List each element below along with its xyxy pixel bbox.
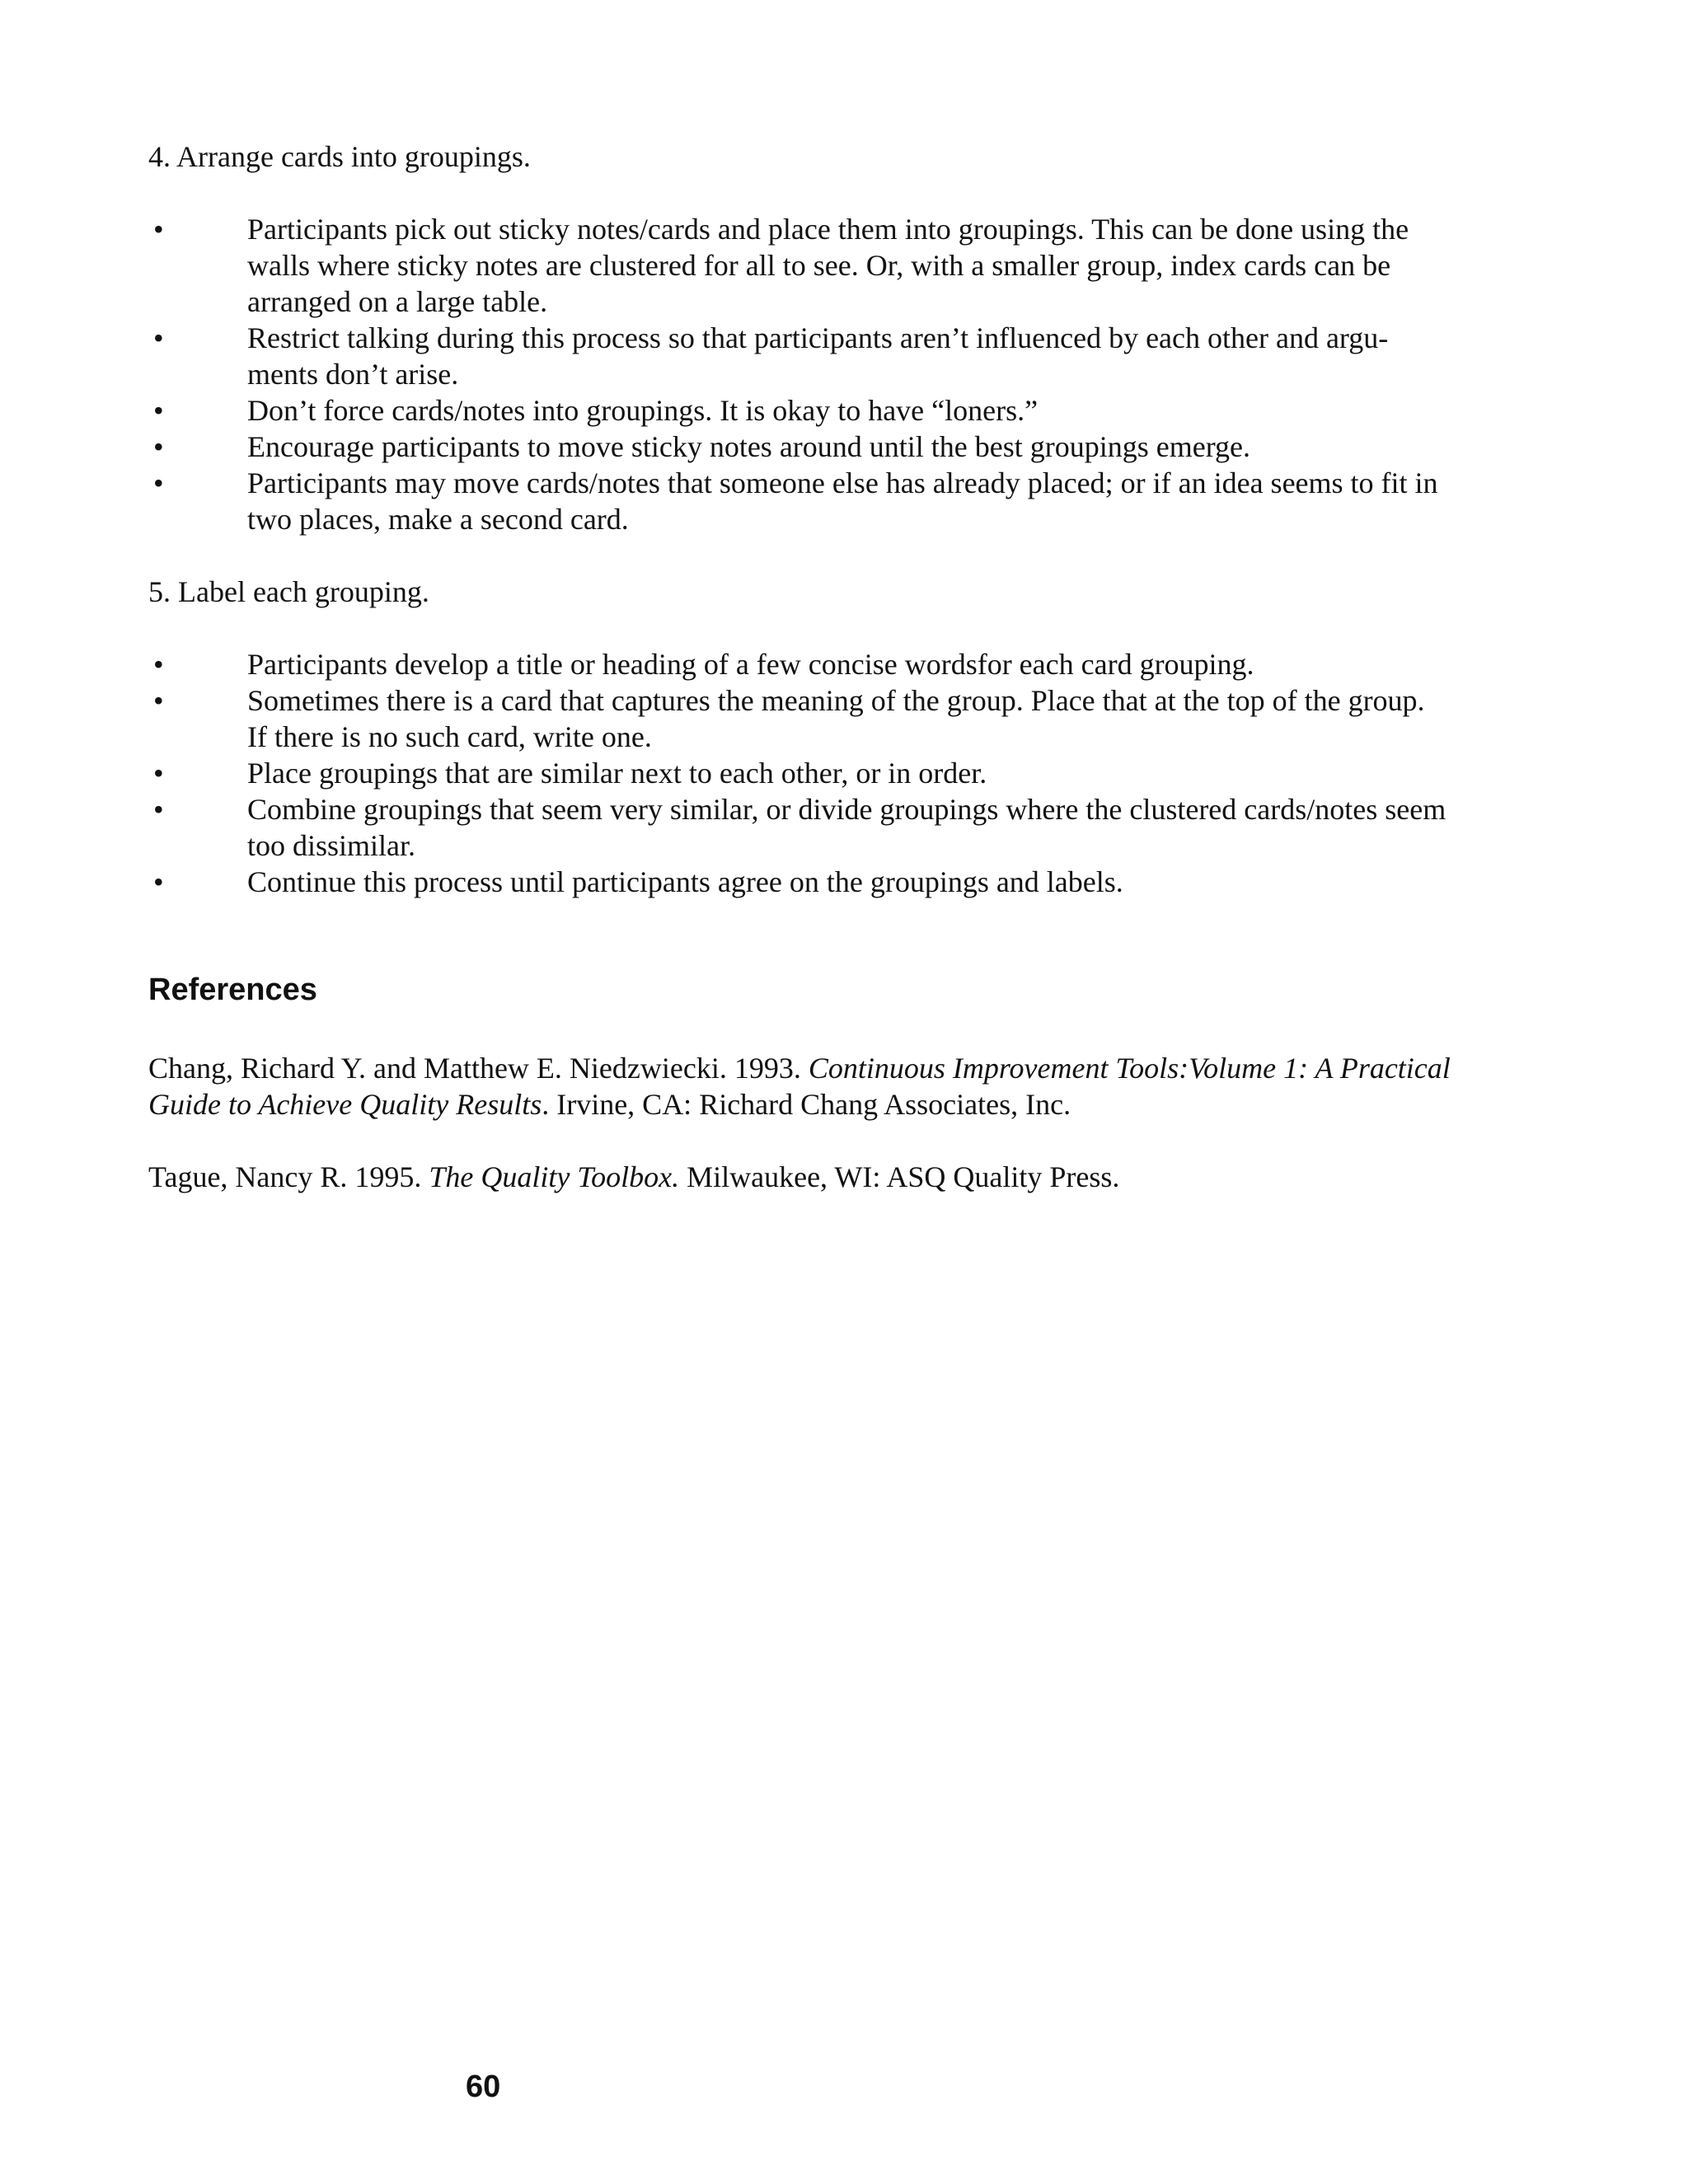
reference-authors: Chang, Richard Y. and Matthew E. Niedzwiecki. 1993. — [148, 1052, 809, 1085]
list-item-text: Participants pick out sticky notes/cards and place them into groupings. This can be done using the walls where sticky notes are clustered for all to see. Or, with a smaller group, index cards can be arranged on a large table. — [247, 213, 1409, 318]
bullet-marker: • — [153, 757, 164, 790]
bullet-marker: • — [153, 466, 164, 499]
list-item — [148, 211, 1451, 320]
reference-publisher: Milwaukee, WI: ASQ Quality Press. — [679, 1160, 1120, 1193]
list-item-text: Encourage participants to move sticky notes around until the best groupings emerge. — [247, 430, 1251, 463]
reference-entry — [148, 1159, 1451, 1195]
references-heading: References — [148, 972, 317, 1007]
list-item-text: Sometimes there is a card that captures the meaning of the group. Place that at the top of the group. If there is no such card, write one. — [247, 684, 1425, 753]
step-4-heading: 4. Arrange cards into groupings. — [148, 140, 531, 173]
list-item-text: Don’t force cards/notes into groupings. It is okay to have “loners.” — [247, 394, 1039, 427]
list-item — [148, 646, 1451, 682]
reference-entry — [148, 1050, 1451, 1122]
step-4-bullet-list — [148, 211, 1451, 537]
reference-title: The Quality Toolbox. — [429, 1160, 680, 1193]
bullet-marker: • — [153, 394, 164, 427]
list-item — [148, 320, 1451, 392]
list-item-text: Restrict talking during this process so that participants aren’t influenced by each other and argu- ments don’t arise. — [247, 321, 1389, 391]
bullet-marker: • — [153, 648, 164, 681]
bullet-marker: • — [153, 213, 164, 246]
list-item-text: Place groupings that are similar next to each other, or in order. — [247, 757, 987, 790]
document-page — [148, 138, 1451, 1195]
list-item-text: Participants develop a title or heading of a few concise wordsfor each card grouping. — [247, 648, 1254, 681]
list-item — [148, 755, 1451, 791]
page-number: 60 — [466, 2069, 501, 2104]
list-item — [148, 465, 1451, 537]
reference-publisher: . Irvine, CA: Richard Chang Associates, Inc. — [542, 1088, 1071, 1121]
bullet-marker: • — [153, 793, 164, 826]
list-item — [148, 392, 1451, 429]
list-item — [148, 429, 1451, 465]
step-5-bullet-list — [148, 646, 1451, 900]
list-item-text: Continue this process until participants agree on the groupings and labels. — [247, 865, 1123, 898]
bullet-marker: • — [153, 430, 164, 463]
reference-title: Continuous Improvement Tools:Volume 1: A Practical Guide to Achieve Quality Results — [148, 1052, 1451, 1121]
bullet-marker: • — [153, 321, 164, 354]
list-item-text: Combine groupings that seem very similar, or divide groupings where the clustered cards/notes seem too dissimilar. — [247, 793, 1447, 862]
list-item — [148, 791, 1451, 864]
bullet-marker: • — [153, 865, 164, 898]
step-5-heading: 5. Label each grouping. — [148, 575, 429, 608]
reference-authors: Tague, Nancy R. 1995. — [148, 1160, 429, 1193]
bullet-marker: • — [153, 684, 164, 717]
list-item-text: Participants may move cards/notes that someone else has already placed; or if an idea seems to fit in two places, make a second card. — [247, 466, 1438, 536]
list-item — [148, 864, 1451, 900]
list-item — [148, 682, 1451, 755]
